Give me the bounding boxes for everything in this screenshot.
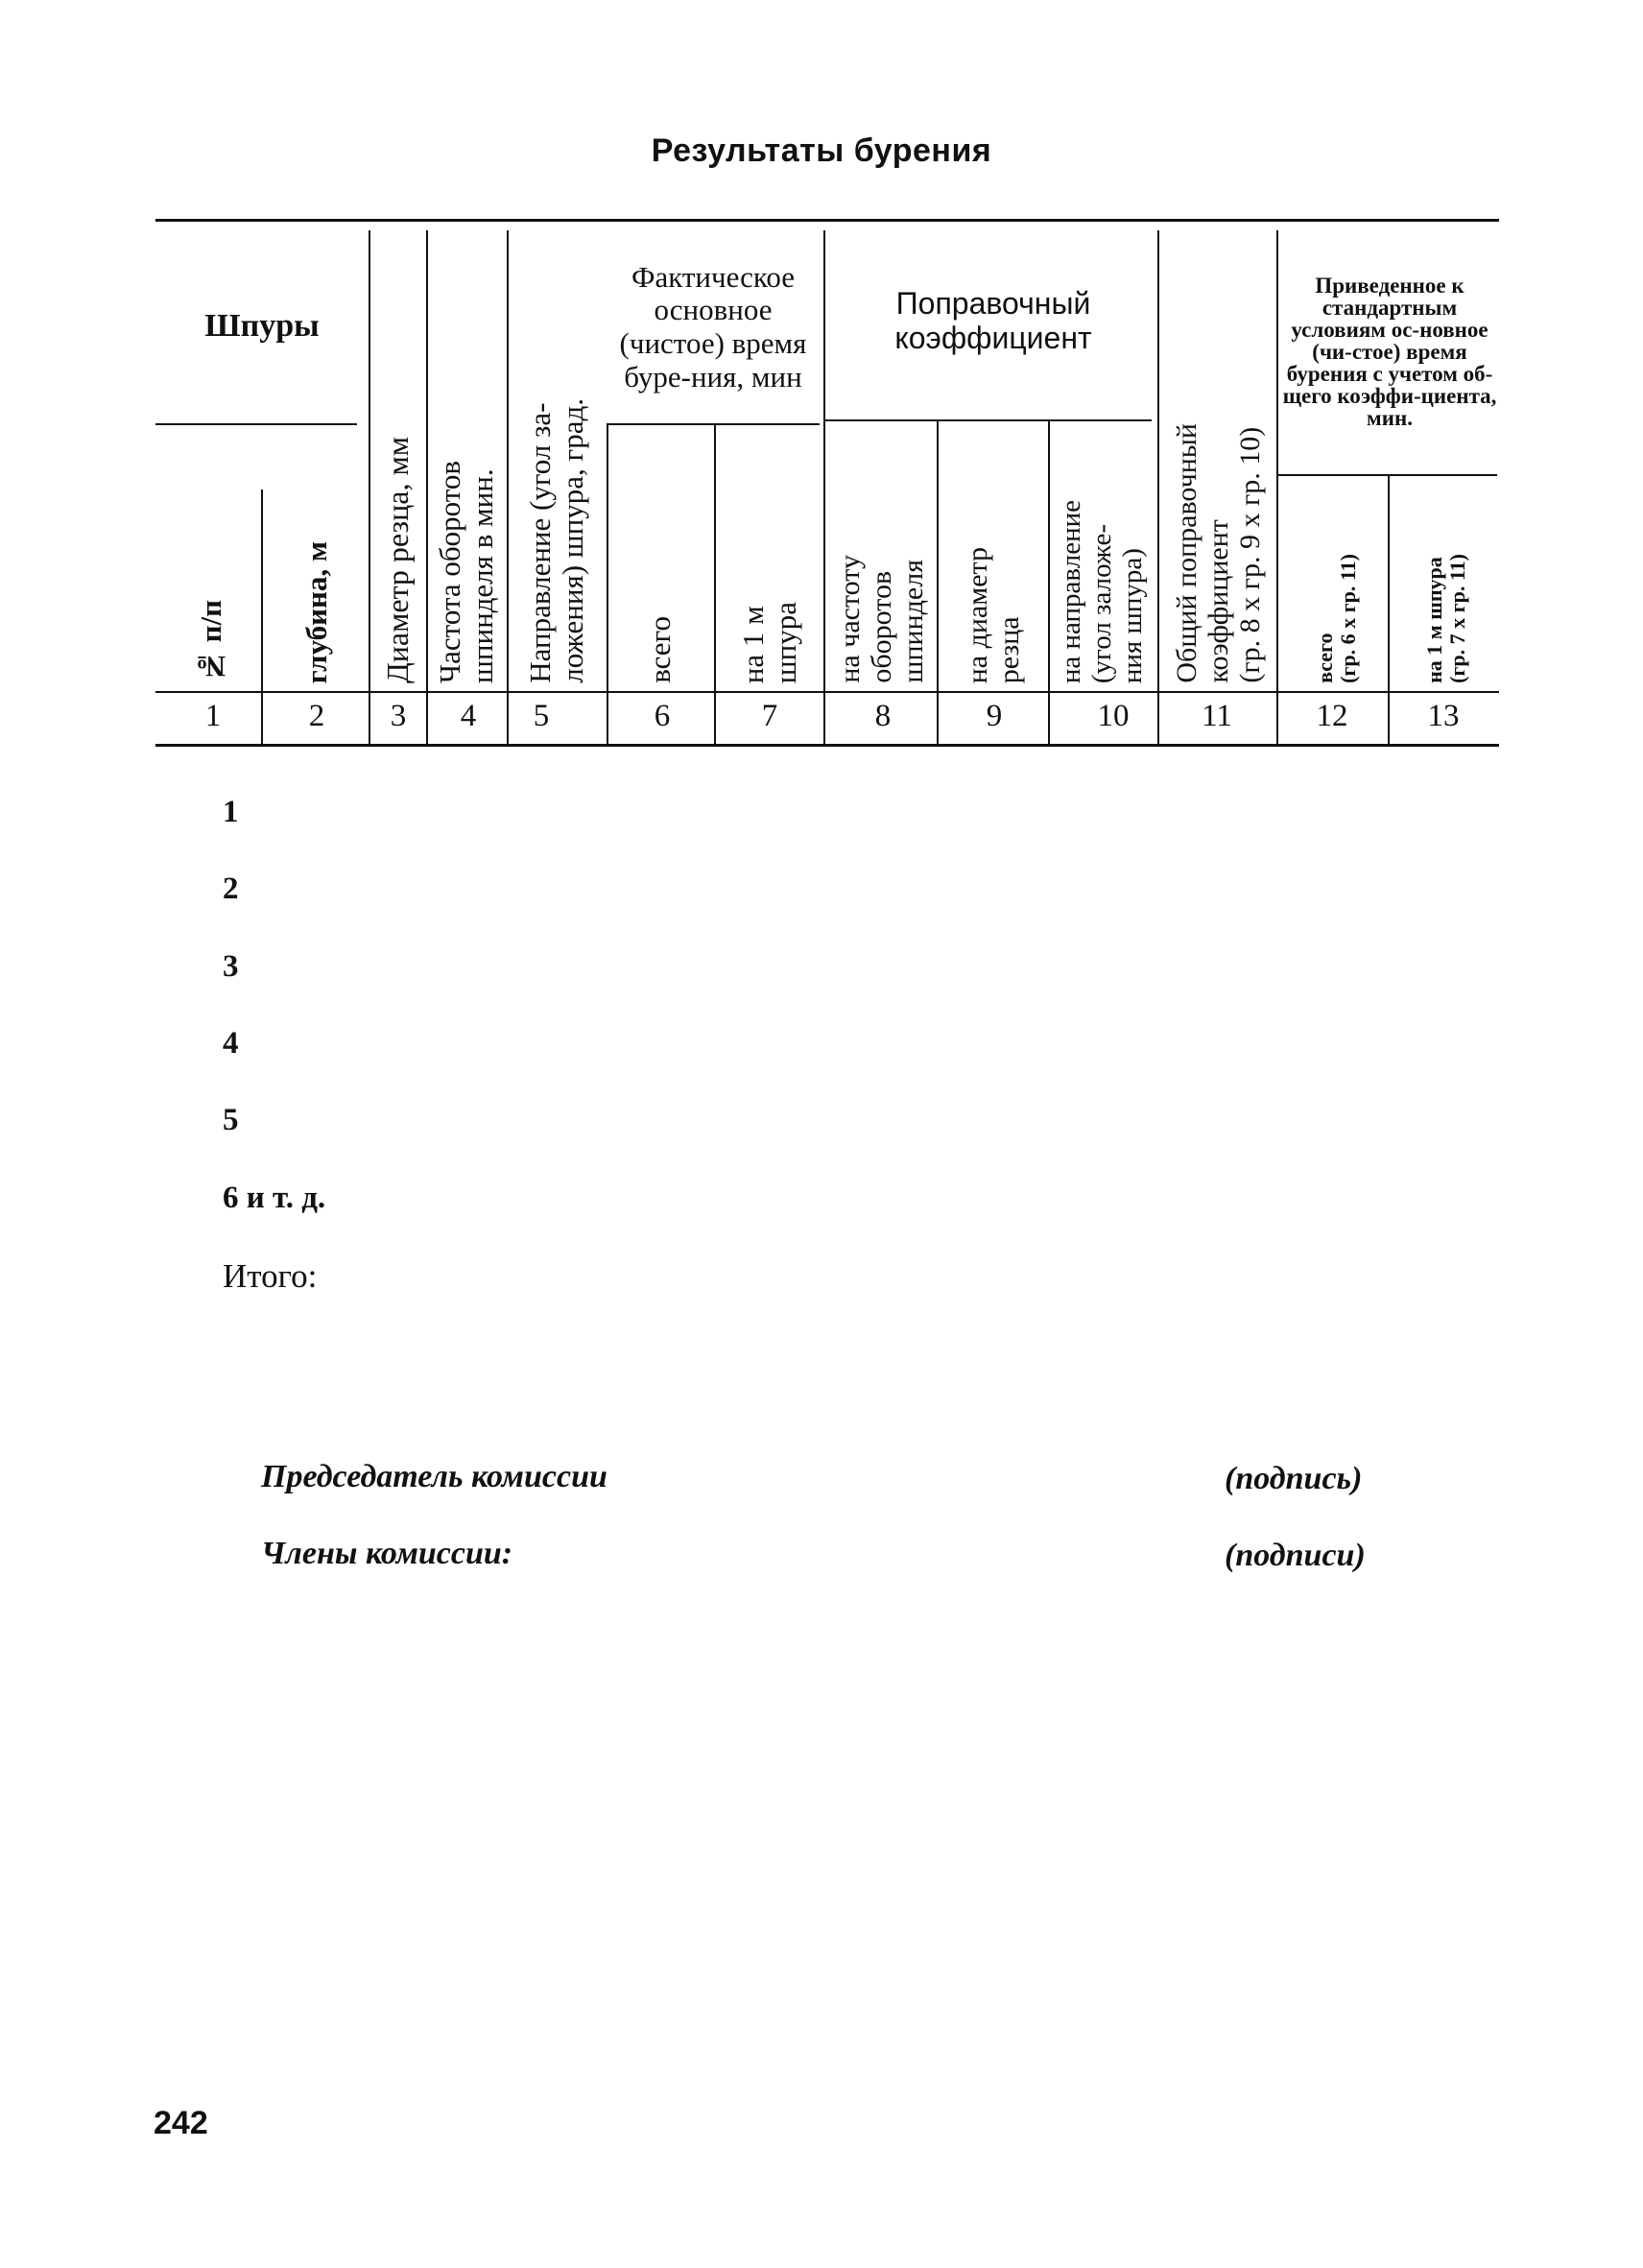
- row-number: 4: [223, 1026, 239, 1061]
- row-number: 5: [223, 1103, 239, 1137]
- chairman-signature: (подпись): [1225, 1461, 1363, 1496]
- header-general-coef-line2: коэффициент: [1202, 519, 1234, 683]
- header-mid-rule-shpury: [155, 423, 357, 425]
- column-number: 4: [460, 699, 477, 733]
- header-corr-freq: [834, 555, 929, 683]
- header-direction-line2: ложения) шпура, град.: [556, 398, 589, 683]
- row-number: 3: [223, 949, 239, 984]
- header-depth: глубина, м: [298, 540, 333, 683]
- col-divider: [823, 230, 825, 744]
- header-corr-direction-line3: ния шпура): [1116, 547, 1148, 683]
- header-actual-per-m: [737, 602, 802, 683]
- header-reduced-time: Приведенное к стандартным условиям ос-новное (чи-стое) время бурения с учетом об-щего коэффи-циента, мин.: [1282, 273, 1497, 430]
- column-number: 12: [1316, 699, 1348, 733]
- table-top-rule: [155, 219, 1499, 222]
- header-direction: [524, 398, 589, 683]
- col-divider: [369, 230, 370, 744]
- header-corr-diameter: [962, 547, 1025, 683]
- column-number: 13: [1427, 699, 1460, 733]
- header-general-coef-line3: (гр. 8 х гр. 9 х гр. 10): [1233, 427, 1266, 683]
- col-divider: [607, 423, 608, 744]
- header-reduced-total-line2: (гр. 6 х гр. 11): [1336, 554, 1360, 683]
- column-number: 9: [986, 699, 1003, 733]
- header-corr-diameter-line2: резца: [993, 616, 1025, 683]
- header-reduced-per-m-line1: на 1 м шпура: [1421, 557, 1446, 683]
- col-divider: [1157, 230, 1159, 744]
- total-label: Итого:: [223, 1257, 318, 1295]
- header-corr-direction: [1057, 500, 1149, 683]
- page-title: Результаты бурения: [651, 132, 992, 169]
- row-number: 6 и т. д.: [223, 1181, 326, 1215]
- header-freq-line2: шпинделя в мин.: [465, 468, 499, 683]
- column-number: 7: [761, 699, 778, 733]
- column-number: 3: [390, 699, 407, 733]
- page-number: 242: [154, 2105, 208, 2141]
- header-corr-freq-line2: оборотов: [865, 571, 897, 683]
- column-number: 2: [308, 699, 325, 733]
- header-diameter: Диаметр резца, мм: [380, 436, 416, 683]
- header-actual-per-m-line1: на 1 м: [735, 606, 770, 683]
- header-mid-rule-time: [607, 423, 820, 425]
- header-corr-freq-line1: на частоту: [833, 555, 866, 683]
- header-corr-freq-line3: шпинделя: [896, 560, 929, 683]
- header-direction-line1: Направление (угол за-: [522, 402, 557, 683]
- header-reduced-total-line1: всего: [1312, 633, 1337, 683]
- header-general-coef-line1: Общий поправочный: [1170, 423, 1202, 683]
- column-number: 6: [654, 699, 671, 733]
- header-freq-line1: Частота оборотов: [432, 461, 466, 683]
- header-corr-diameter-line1: на диаметр: [962, 546, 993, 683]
- header-freq: [434, 461, 499, 683]
- row-number: 1: [223, 795, 239, 829]
- column-number: 8: [874, 699, 892, 733]
- col-divider: [1388, 474, 1390, 744]
- header-correction: Поправочный коэффициент: [894, 286, 1092, 355]
- header-actual-time: Фактическое основное (чистое) время буре-ния, мин: [619, 259, 807, 394]
- header-corr-direction-line1: на направление: [1056, 499, 1087, 683]
- col-divider: [261, 489, 263, 744]
- col-divider: [507, 230, 509, 744]
- table-bottom-rule: [155, 744, 1499, 747]
- header-shpury: Шпуры: [204, 307, 320, 344]
- members-signature: (подписи): [1225, 1538, 1366, 1573]
- column-number: 1: [204, 699, 222, 733]
- header-bottom-rule: [155, 691, 1499, 693]
- header-reduced-total: [1314, 554, 1360, 683]
- column-number: 11: [1202, 699, 1232, 733]
- col-divider: [714, 423, 716, 744]
- header-reduced-per-m-line2: (гр. 7 х гр. 11): [1445, 554, 1469, 683]
- header-actual-per-m-line2: шпура: [769, 601, 802, 683]
- column-number: 5: [533, 699, 550, 733]
- col-divider: [937, 419, 939, 744]
- members-label: Члены комиссии:: [261, 1536, 513, 1571]
- row-number: 2: [223, 871, 239, 906]
- col-divider: [1276, 230, 1278, 744]
- header-actual-total: всего: [642, 616, 677, 683]
- header-corr-direction-line2: (угол заложе-: [1086, 523, 1118, 683]
- header-general-coef: [1171, 423, 1266, 683]
- column-number: 10: [1097, 699, 1130, 733]
- header-reduced-per-m: [1423, 554, 1469, 683]
- header-mid-rule-corr: [825, 419, 1152, 421]
- chairman-label: Председатель комиссии: [261, 1459, 607, 1494]
- header-no: № п/п: [193, 599, 227, 683]
